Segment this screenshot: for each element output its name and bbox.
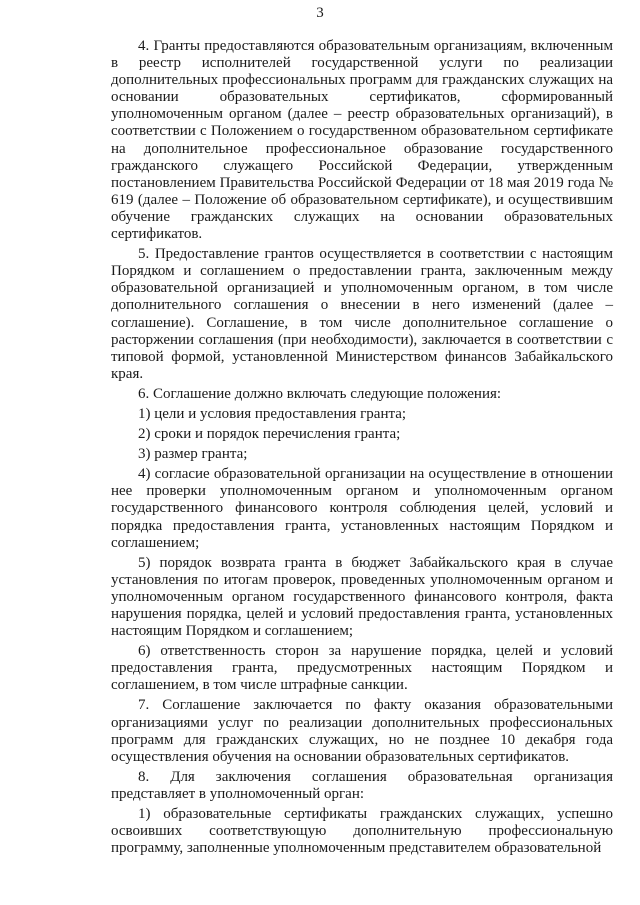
list-item-grant-amount: 3) размер гранта;: [138, 446, 248, 463]
list-item-refund-procedure: 5) порядок возврата гранта в бюджет Забайкальского края в случае установления по итогам проверок, проведенных уполномоченным органом и уполномоченным органом государственного финансового контроля, факта нарушения порядка, целей и условий предоставления гранта, установленных настоящим Порядком и соглашением;: [111, 554, 613, 640]
list-item-certificates: 1) образовательные сертификаты гражданских служащих, успешно освоивших соответствующую дополнительную профессиональную программу, заполненные уполномоченным представителем образовательной: [111, 806, 613, 857]
list-item-goals-conditions: 1) цели и условия предоставления гранта;: [138, 405, 407, 422]
page-number: 3: [316, 5, 324, 21]
paragraph-6-agreement-provisions: 6. Соглашение должно включать следующие положения:: [138, 385, 502, 402]
document-body: [111, 38, 613, 860]
list-item-liability: 6) ответственность сторон за нарушение порядка, целей и условий предоставления гранта, предусмотренных настоящим Порядком и соглашением, в том числе штрафные санкции.: [111, 643, 613, 694]
paragraph-8-required-documents: 8. Для заключения соглашения образовательная организация представляет в уполномоченный орган:: [111, 768, 613, 802]
paragraph-4-grants-recipients: 4. Гранты предоставляются образовательным организациям, включенным в реестр исполнителей государственной услуги по реализации дополнительных профессиональных программ для гражданских служащих на основании образовательных сертификатов, сформированный уполномоченным органом (далее – реестр образовательных организаций), в соответствии с Положением о государственном образовательном сертификате на дополнительное профессиональное образование государственного гражданского служащего Российской Федерации, утвержденным постановлением Правительства Российской Федерации от 18 мая 2019 года № 619 (далее – Положение об образовательном сертификате), и осуществившим обучение гражданских служащих на основании образовательных сертификатов.: [111, 38, 613, 243]
paragraph-5-grant-agreement: 5. Предоставление грантов осуществляется в соответствии с настоящим Порядком и соглашением о предоставлении гранта, заключенным между образовательной организацией и уполномоченным органом, в том числе дополнительного соглашения о внесении в него изменений (далее – соглашение). Соглашение, в том числе дополнительное соглашение о расторжении соглашения (при необходимости), заключается в соответствии с типовой формой, установленной Министерством финансов Забайкальского края.: [111, 246, 613, 382]
paragraph-7-agreement-deadline: 7. Соглашение заключается по факту оказания образовательными организациями услуг по реализации дополнительных профессиональных программ для гражданских служащих, но не позднее 10 декабря года осуществления обучения на основании образовательных сертификатов.: [111, 697, 613, 765]
list-item-audit-consent: 4) согласие образовательной организации на осуществление в отношении нее проверки уполномоченным органом и уполномоченным органом государственного финансового контроля соблюдения целей, условий и порядка предоставления гранта, установленных настоящим Порядком и соглашением;: [111, 466, 613, 551]
list-item-terms-transfer: 2) сроки и порядок перечисления гранта;: [138, 426, 401, 443]
